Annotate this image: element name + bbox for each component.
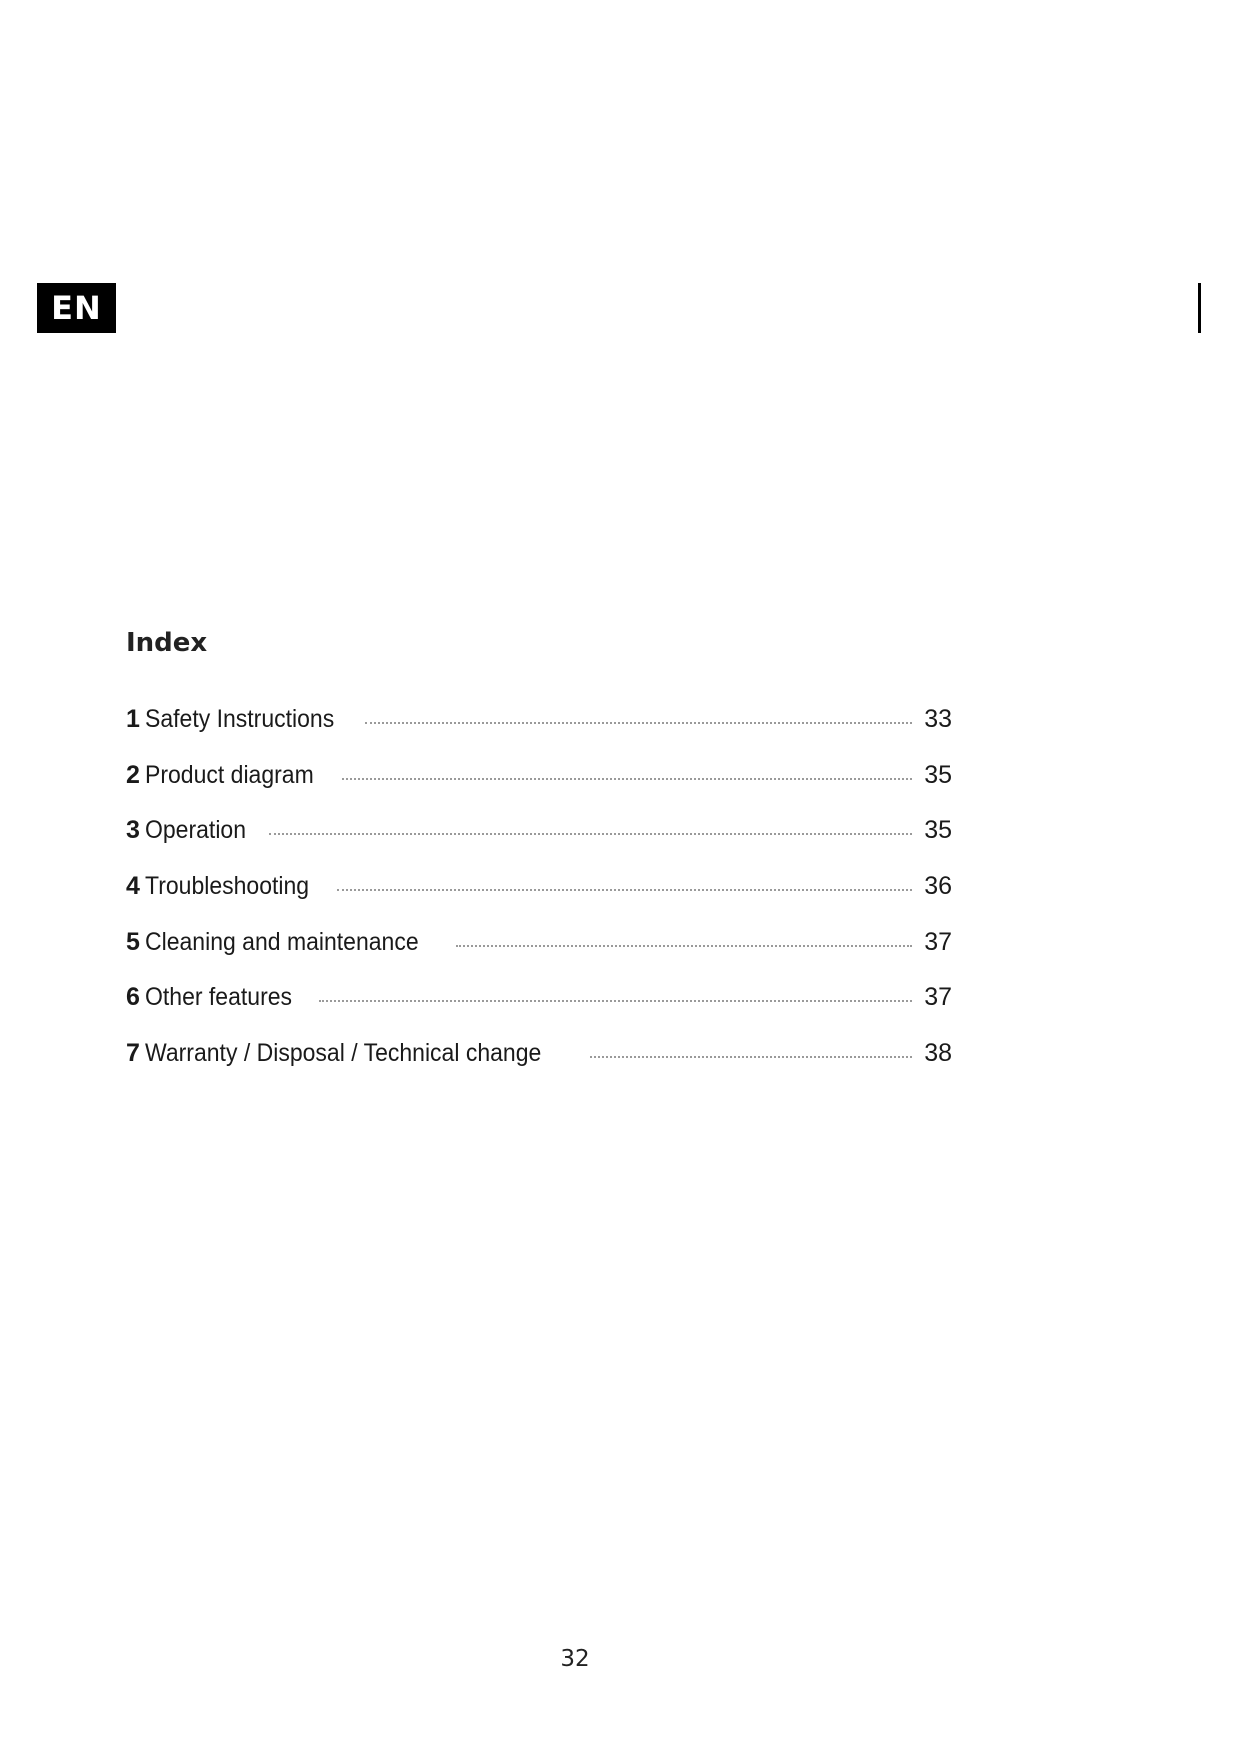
toc-entry-product-diagram[interactable]	[126, 761, 952, 817]
dot-leader	[319, 1000, 912, 1002]
toc-entry-number: 2	[126, 760, 140, 789]
toc-entry-number: 3	[126, 816, 140, 845]
page-edge-marker	[1198, 283, 1201, 333]
toc-entry-label: Troubleshooting	[144, 872, 309, 901]
toc-entry-other-features[interactable]	[126, 983, 952, 1039]
toc-entry-number: 7	[126, 1039, 140, 1068]
dot-leader	[456, 945, 912, 947]
toc-entry-label: Other features	[144, 983, 292, 1012]
toc-entry-page: 35	[924, 760, 952, 789]
toc-entry-page: 38	[924, 1039, 952, 1068]
toc-entry-number: 6	[126, 983, 140, 1012]
dot-leader	[590, 1056, 912, 1058]
toc-entry-operation[interactable]	[126, 816, 952, 872]
toc-entry-label: Warranty / Disposal / Technical change	[144, 1039, 542, 1068]
language-badge: EN	[37, 283, 116, 333]
dot-leader	[269, 833, 912, 835]
toc-entry-page: 37	[924, 927, 952, 956]
toc-entry-safety-instructions[interactable]	[126, 705, 952, 761]
index-title: Index	[126, 628, 208, 658]
toc-entry-page: 36	[924, 872, 952, 901]
toc-entry-page: 33	[924, 705, 952, 733]
toc-entry-page: 37	[924, 983, 952, 1012]
toc-entry-number: 5	[126, 927, 140, 956]
toc-entry-label: Cleaning and maintenance	[144, 927, 419, 956]
dot-leader	[337, 889, 912, 891]
toc-entry-warranty-disposal-technical-change[interactable]	[126, 1039, 952, 1095]
toc-entry-cleaning-and-maintenance[interactable]	[126, 928, 952, 984]
page-number: 32	[560, 1646, 590, 1672]
toc-entry-troubleshooting[interactable]	[126, 872, 952, 928]
toc-entry-label: Product diagram	[144, 760, 314, 789]
toc-entry-label: Operation	[144, 816, 246, 845]
dot-leader	[342, 778, 912, 780]
toc-entry-label: Safety Instructions	[144, 705, 335, 733]
dot-leader	[365, 722, 912, 724]
toc-entry-page: 35	[924, 816, 952, 845]
toc-entry-number: 4	[126, 872, 140, 901]
toc-entry-number: 1	[126, 705, 140, 733]
table-of-contents	[126, 705, 952, 1095]
